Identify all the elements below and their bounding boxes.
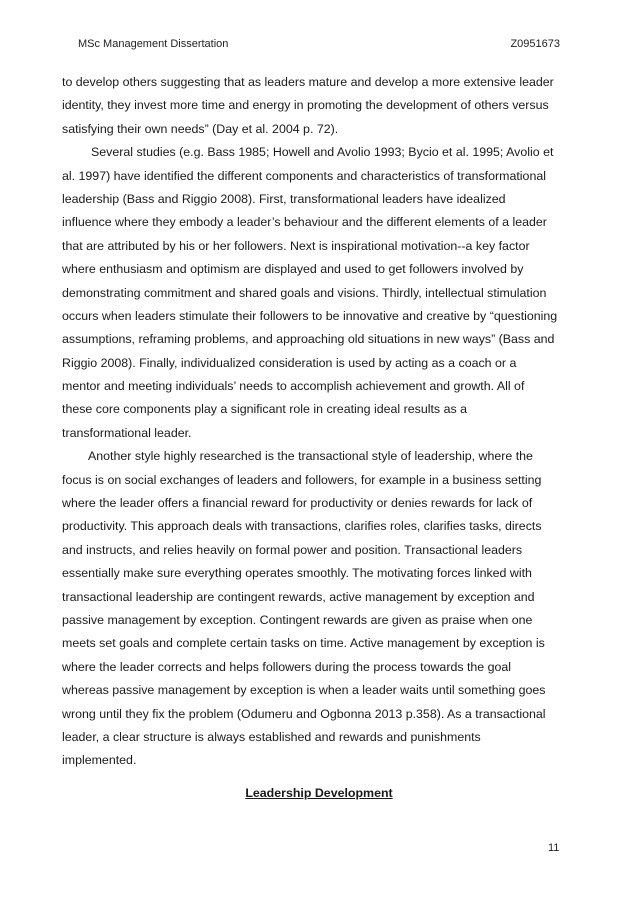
text-line: occurs when leaders stimulate their followers to be innovative and creative by “questioning xyxy=(62,308,558,323)
text-line: that are attributed by his or her followers. Next is inspirational motivation--a key factor xyxy=(62,238,530,253)
header-student-id: Z0951673 xyxy=(510,38,560,50)
text-line: wrong until they fix the problem (Odumeru and Ogbonna 2013 p.358). As a transactional xyxy=(62,706,546,721)
text-line: demonstrating commitment and shared goals and visions. Thirdly, intellectual stimulation xyxy=(62,285,547,300)
text-line: where the leader corrects and helps followers during the process towards the goal xyxy=(62,659,512,674)
section-heading: Leadership Development xyxy=(245,786,393,800)
text-line: transformational leader. xyxy=(62,425,192,440)
header-title: MSc Management Dissertation xyxy=(78,38,229,50)
text-line: identity, they invest more time and energy in promoting the development of others versus xyxy=(62,98,549,113)
text-line: essentially make sure everything operates smoothly. The motivating forces linked with xyxy=(62,566,532,581)
text-line: productivity. This approach deals with transactions, clarifies roles, clarifies tasks, directs xyxy=(62,519,542,534)
text-line: focus is on social exchanges of leaders and followers, for example in a business setting xyxy=(62,472,542,487)
text-line: whereas passive management by exception is when a leader waits until something goes xyxy=(62,683,546,698)
text-line: these core components play a significant role in creating ideal results as a xyxy=(62,402,467,417)
text-line: Several studies (e.g. Bass 1985; Howell and Avolio 1993; Bycio et al. 1995; Avolio et xyxy=(91,145,554,160)
text-line: meets set goals and complete certain tasks on time. Active management by exception is xyxy=(62,636,545,651)
text-line: assumptions, reframing problems, and approaching old situations in new ways” (Bass and xyxy=(62,332,555,347)
text-line: implemented. xyxy=(62,753,137,768)
text-line: satisfying their own needs” (Day et al. 2004 p. 72). xyxy=(62,121,339,136)
text-line: leader, a clear structure is always established and rewards and punishments xyxy=(62,729,481,744)
text-line: al. 1997) have identified the different components and characteristics of transformational xyxy=(62,168,546,183)
text-line: transactional leadership are contingent rewards, active management by exception and xyxy=(62,589,535,604)
text-line: to develop others suggesting that as leaders mature and develop a more extensive leader xyxy=(62,75,554,89)
text-line: Another style highly researched is the transactional style of leadership, where the xyxy=(88,449,533,464)
text-line: passive management by exception. Contingent rewards are given as praise when one xyxy=(62,612,533,627)
body-text xyxy=(62,71,582,773)
text-line: influence where they embody a leader’s behaviour and the different elements of a leader xyxy=(62,215,547,230)
page-header xyxy=(78,38,560,54)
text-line: Riggio 2008). Finally, individualized consideration is used by acting as a coach or a xyxy=(62,355,517,370)
text-line: where the leader offers a financial reward for productivity or denies rewards for lack of xyxy=(62,496,533,511)
text-line: leadership (Bass and Riggio 2008). First, transformational leaders have idealized xyxy=(62,191,506,206)
text-line: mentor and meeting individuals’ needs to accomplish achievement and growth. All of xyxy=(62,379,525,394)
page-number: 11 xyxy=(548,842,560,854)
text-line: and instructs, and relies heavily on formal power and position. Transactional leaders xyxy=(62,542,523,557)
text-line: where enthusiasm and optimism are displayed and used to get followers involved by xyxy=(62,262,524,277)
